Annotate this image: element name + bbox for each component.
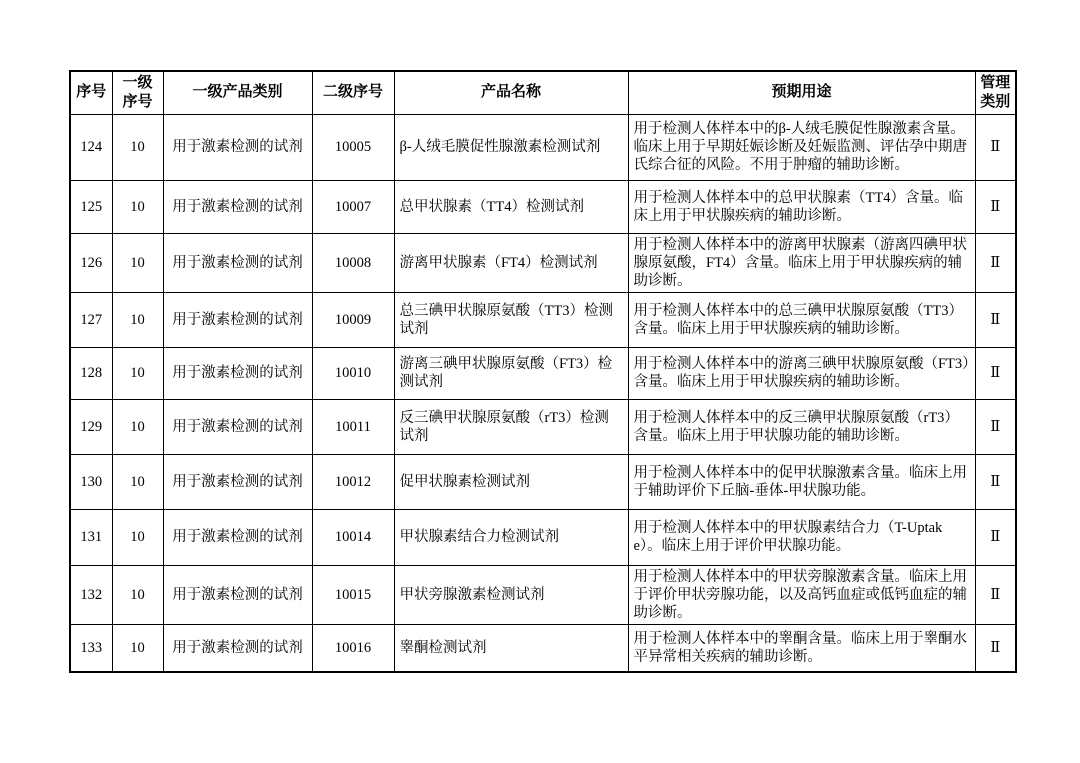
cell-intended-use: 用于检测人体样本中的游离三碘甲状腺原氨酸（FT3）含量。临床上用于甲状腺疾病的辅助诊断。 — [628, 347, 975, 399]
cell-level1-no: 10 — [112, 565, 163, 624]
cell-intended-use: 用于检测人体样本中的游离甲状腺素（游离四碘甲状腺原氨酸，FT4）含量。临床上用于甲状腺疾病的辅助诊断。 — [628, 233, 975, 292]
cell-product-name: 总三碘甲状腺原氨酸（TT3）检测试剂 — [394, 292, 628, 347]
table-row — [70, 114, 1016, 180]
cell-level1-category: 用于激素检测的试剂 — [163, 292, 312, 347]
cell-level1-category: 用于激素检测的试剂 — [163, 565, 312, 624]
cell-management-class: Ⅱ — [975, 565, 1016, 624]
table-row — [70, 292, 1016, 347]
cell-management-class: Ⅱ — [975, 509, 1016, 565]
cell-intended-use: 用于检测人体样本中的总三碘甲状腺原氨酸（TT3）含量。临床上用于甲状腺疾病的辅助诊断。 — [628, 292, 975, 347]
table-row — [70, 399, 1016, 454]
cell-intended-use: 用于检测人体样本中的甲状腺素结合力（T-Uptake）。临床上用于评价甲状腺功能。 — [628, 509, 975, 565]
cell-product-name: 甲状旁腺激素检测试剂 — [394, 565, 628, 624]
table-row — [70, 565, 1016, 624]
cell-serial-no: 124 — [70, 114, 112, 180]
cell-management-class: Ⅱ — [975, 454, 1016, 509]
cell-level1-category: 用于激素检测的试剂 — [163, 233, 312, 292]
col-header-level1-no: 一级序号 — [112, 71, 163, 114]
cell-product-name: β-人绒毛膜促性腺激素检测试剂 — [394, 114, 628, 180]
cell-level1-category: 用于激素检测的试剂 — [163, 509, 312, 565]
cell-level2-no: 10010 — [312, 347, 394, 399]
cell-serial-no: 133 — [70, 624, 112, 672]
cell-intended-use: 用于检测人体样本中的睾酮含量。临床上用于睾酮水平异常相关疾病的辅助诊断。 — [628, 624, 975, 672]
cell-product-name: 甲状腺素结合力检测试剂 — [394, 509, 628, 565]
cell-level1-no: 10 — [112, 509, 163, 565]
cell-management-class: Ⅱ — [975, 399, 1016, 454]
cell-intended-use: 用于检测人体样本中的总甲状腺素（TT4）含量。临床上用于甲状腺疾病的辅助诊断。 — [628, 180, 975, 233]
cell-serial-no: 130 — [70, 454, 112, 509]
cell-intended-use: 用于检测人体样本中的β-人绒毛膜促性腺激素含量。临床上用于早期妊娠诊断及妊娠监测、评估孕中期唐氏综合征的风险。不用于肿瘤的辅助诊断。 — [628, 114, 975, 180]
cell-management-class: Ⅱ — [975, 624, 1016, 672]
cell-intended-use: 用于检测人体样本中的促甲状腺激素含量。临床上用于辅助评价下丘脑-垂体-甲状腺功能。 — [628, 454, 975, 509]
cell-intended-use: 用于检测人体样本中的反三碘甲状腺原氨酸（rT3）含量。临床上用于甲状腺功能的辅助诊断。 — [628, 399, 975, 454]
col-header-level1-category: 一级产品类别 — [163, 71, 312, 114]
cell-level1-category: 用于激素检测的试剂 — [163, 454, 312, 509]
cell-management-class: Ⅱ — [975, 114, 1016, 180]
cell-product-name: 总甲状腺素（TT4）检测试剂 — [394, 180, 628, 233]
col-header-management-class: 管理类别 — [975, 71, 1016, 114]
cell-management-class: Ⅱ — [975, 180, 1016, 233]
col-header-serial-no: 序号 — [70, 71, 112, 114]
cell-intended-use: 用于检测人体样本中的甲状旁腺激素含量。临床上用于评价甲状旁腺功能，以及高钙血症或低钙血症的辅助诊断。 — [628, 565, 975, 624]
cell-product-name: 反三碘甲状腺原氨酸（rT3）检测试剂 — [394, 399, 628, 454]
cell-level2-no: 10015 — [312, 565, 394, 624]
cell-level2-no: 10012 — [312, 454, 394, 509]
cell-level1-category: 用于激素检测的试剂 — [163, 399, 312, 454]
table-row — [70, 624, 1016, 672]
cell-product-name: 游离甲状腺素（FT4）检测试剂 — [394, 233, 628, 292]
col-header-level2-no: 二级序号 — [312, 71, 394, 114]
cell-serial-no: 127 — [70, 292, 112, 347]
table-row — [70, 233, 1016, 292]
cell-level1-category: 用于激素检测的试剂 — [163, 624, 312, 672]
cell-serial-no: 126 — [70, 233, 112, 292]
col-header-intended-use: 预期用途 — [628, 71, 975, 114]
cell-product-name: 游离三碘甲状腺原氨酸（FT3）检测试剂 — [394, 347, 628, 399]
cell-serial-no: 129 — [70, 399, 112, 454]
col-header-product-name: 产品名称 — [394, 71, 628, 114]
cell-level1-no: 10 — [112, 292, 163, 347]
cell-level2-no: 10005 — [312, 114, 394, 180]
cell-level1-no: 10 — [112, 233, 163, 292]
cell-level2-no: 10008 — [312, 233, 394, 292]
cell-level2-no: 10014 — [312, 509, 394, 565]
cell-level1-no: 10 — [112, 399, 163, 454]
cell-level1-category: 用于激素检测的试剂 — [163, 347, 312, 399]
cell-level2-no: 10007 — [312, 180, 394, 233]
table-row — [70, 454, 1016, 509]
product-classification-table — [69, 70, 1017, 673]
cell-level2-no: 10011 — [312, 399, 394, 454]
cell-level2-no: 10009 — [312, 292, 394, 347]
cell-management-class: Ⅱ — [975, 233, 1016, 292]
table-body — [70, 114, 1016, 672]
table-header — [70, 71, 1016, 114]
table-row — [70, 347, 1016, 399]
cell-serial-no: 131 — [70, 509, 112, 565]
table-row — [70, 180, 1016, 233]
cell-management-class: Ⅱ — [975, 292, 1016, 347]
cell-serial-no: 125 — [70, 180, 112, 233]
table-row — [70, 509, 1016, 565]
cell-level2-no: 10016 — [312, 624, 394, 672]
cell-product-name: 睾酮检测试剂 — [394, 624, 628, 672]
cell-management-class: Ⅱ — [975, 347, 1016, 399]
cell-level1-no: 10 — [112, 347, 163, 399]
cell-level1-no: 10 — [112, 454, 163, 509]
cell-level1-category: 用于激素检测的试剂 — [163, 180, 312, 233]
cell-serial-no: 128 — [70, 347, 112, 399]
header-row — [70, 71, 1016, 114]
cell-level1-no: 10 — [112, 180, 163, 233]
cell-level1-no: 10 — [112, 624, 163, 672]
cell-level1-category: 用于激素检测的试剂 — [163, 114, 312, 180]
cell-serial-no: 132 — [70, 565, 112, 624]
cell-product-name: 促甲状腺素检测试剂 — [394, 454, 628, 509]
cell-level1-no: 10 — [112, 114, 163, 180]
